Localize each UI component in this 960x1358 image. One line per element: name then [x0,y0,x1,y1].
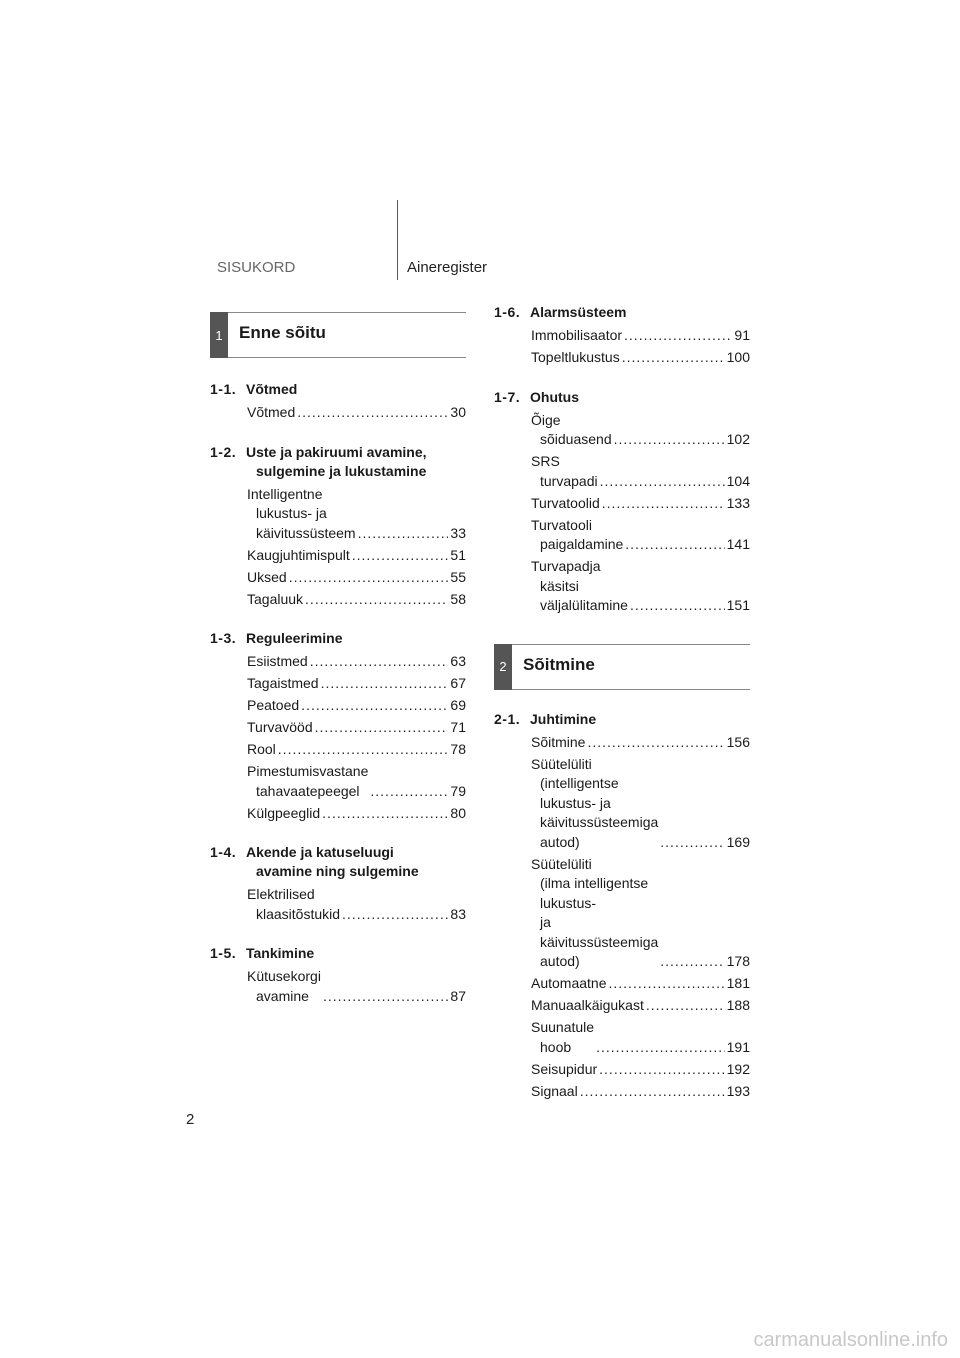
chapter-title: Enne sõitu [239,323,326,342]
toc-entry[interactable] [210,740,466,760]
section-title: Juhtimine [530,710,597,727]
toc-entry[interactable] [210,674,466,694]
dot-leader [580,1082,725,1102]
toc-entry[interactable] [210,762,466,801]
section-title: Uste ja pakiruumi avamine, sulgemine ja lukustamine [246,443,427,479]
entry-page-number: 156 [726,733,750,750]
dot-leader [609,974,725,994]
toc-entry[interactable] [494,516,750,555]
entry-label: Peatoed [247,697,300,713]
entry-page-number: 58 [450,590,466,607]
dot-leader [352,546,449,566]
dot-leader [600,472,725,492]
toc-entry[interactable] [494,974,750,994]
toc-section [494,388,750,616]
entry-page-number: 141 [726,536,750,552]
toc-entry[interactable] [494,557,750,616]
toc-section [210,380,466,423]
dot-leader [624,326,732,346]
dot-leader [596,1038,725,1058]
toc-entry[interactable] [494,855,750,972]
section-number: 1-4. [210,844,237,860]
entry-label: Kaugjuhtimispult [247,546,350,563]
entry-label: Sõitmine [531,733,586,750]
entry-label: Turvapadja käsitsi väljalülitamine [531,558,628,613]
section-heading[interactable] [494,388,750,407]
entry-label: Automaatne [531,975,607,991]
entry-label: Turvatooli paigaldamine [531,516,624,552]
section-heading[interactable] [210,944,466,963]
toc-entry[interactable] [494,733,750,753]
toc-entry[interactable] [494,1060,750,1080]
dot-leader [278,740,449,760]
toc-section [494,303,750,368]
entry-page-number: 78 [450,741,466,757]
section-number: 2-1. [494,710,521,727]
section-title: Võtmed [246,381,298,397]
entry-page-number: 169 [726,833,750,850]
chapter-number-badge: 1 [210,312,228,358]
dot-leader [297,403,448,423]
dot-leader [322,804,448,824]
dot-leader [342,905,448,925]
section-number: 1-2. [210,443,237,460]
dot-leader [622,348,725,368]
entry-page-number: 100 [726,349,750,365]
section-title: Alarmsüsteem [530,304,627,320]
entry-label: Signaal [531,1082,578,1099]
dot-leader [301,696,448,716]
toc-entry[interactable] [494,1018,750,1057]
dot-leader [315,718,449,738]
entry-page-number: 83 [450,905,466,922]
toc-entry[interactable] [494,452,750,491]
entry-page-number: 181 [726,975,750,991]
chapter-title: Sõitmine [523,654,595,674]
entry-page-number: 193 [726,1082,750,1099]
nav-divider [397,200,398,280]
dot-leader [305,590,448,610]
page-number: 2 [186,1111,195,1128]
toc-entry[interactable] [210,652,466,672]
toc-section [210,944,466,1006]
entry-page-number: 30 [450,404,466,420]
dot-leader [614,430,725,450]
entry-label: Külgpeeglid [247,804,321,821]
entry-page-number: 192 [726,1060,750,1077]
section-title: Tankimine [246,945,315,961]
entry-label: Võtmed [247,404,296,420]
toc-section [210,629,466,823]
entry-label: SRS turvapadi [531,453,598,489]
toc-entry[interactable] [494,348,750,368]
entry-page-number: 188 [726,997,750,1013]
dot-leader [310,652,449,672]
entry-page-number: 104 [726,472,750,489]
entry-label: Tagaluuk [247,590,304,607]
toc-section [210,443,466,610]
entry-label: Kütusekorgi avamine [247,968,321,1004]
section-heading[interactable] [494,303,750,322]
dot-leader [646,996,725,1016]
entry-page-number: 80 [450,804,466,821]
toc-entry[interactable] [210,696,466,716]
toc-entry[interactable] [210,568,466,588]
entry-label: Elektrilised klaasitõstukid [247,886,341,922]
section-heading[interactable] [210,443,466,481]
toc-entry[interactable] [494,996,750,1016]
entry-page-number: 133 [726,494,750,511]
toc-entry[interactable] [210,403,466,423]
entry-page-number: 191 [726,1038,750,1055]
section-heading[interactable] [210,843,466,881]
entry-label: Õige sõiduasend [531,411,612,447]
toc-entry[interactable] [494,411,750,450]
dot-leader [660,833,724,853]
entry-label: Uksed [247,568,287,585]
entry-page-number: 87 [450,987,466,1004]
toc-entry[interactable] [494,326,750,346]
section-title: Ohutus [530,388,579,405]
dot-leader [289,568,449,588]
entry-label: Turvavööd [247,719,313,735]
toc-column-right [494,303,750,1121]
entry-label: Süütelüliti (intelligentse lukustus- ja käivitussüsteemiga autod) [531,755,659,850]
entry-label: Seisupidur [531,1060,598,1077]
dot-leader [625,535,724,555]
section-number: 1-6. [494,304,521,320]
entry-label: Topeltlukustus [531,349,620,365]
chapter-number-badge: 2 [494,644,512,690]
dot-leader [660,952,724,972]
section-title: Akende ja katuseluugi avamine ning sulgemine [246,844,419,879]
entry-page-number: 178 [726,953,750,969]
entry-page-number: 91 [734,327,750,343]
entry-label: Pimestumisvastane tahavaatepeegel [247,763,369,799]
toc-entry[interactable] [494,494,750,514]
toc-entry[interactable] [210,485,466,544]
section-heading[interactable] [210,380,466,399]
entry-page-number: 71 [450,719,466,735]
footer-watermark: carmanualsonline.info [753,1329,948,1351]
dot-leader [602,494,725,514]
toc-section [494,710,750,1102]
dot-leader [599,1060,724,1080]
section-heading[interactable] [494,710,750,729]
dot-leader [323,987,448,1007]
entry-label: Intelligentne lukustus- ja käivitussüsteem [247,485,356,541]
dot-leader [587,733,724,753]
entry-label: Suunatule hoob [531,1019,595,1055]
toc-entry[interactable] [494,1082,750,1102]
entry-page-number: 151 [726,597,750,613]
entry-label: Esiistmed [247,653,308,669]
nav-contents-link[interactable]: SISUKORD [217,259,296,276]
entry-page-number: 69 [450,697,466,713]
toc-entry[interactable] [210,718,466,738]
section-number: 1-5. [210,945,237,961]
entry-page-number: 102 [726,431,750,447]
entry-label: Tagaistmed [247,675,319,691]
entry-page-number: 55 [450,568,466,585]
chapter-header [494,644,750,690]
entry-label: Immobilisaator [531,327,623,343]
entry-label: Süütelüliti (ilma intelligentse lukustus- ja käivitussüsteemiga autod) [531,855,659,969]
toc-entry[interactable] [494,755,750,853]
toc-entry[interactable] [210,804,466,824]
toc-section [210,843,466,924]
section-number: 1-7. [494,388,521,405]
entry-page-number: 67 [450,675,466,691]
entry-page-number: 33 [450,524,466,541]
entry-label: Turvatoolid [531,494,600,511]
toc-entry[interactable] [210,546,466,566]
section-number: 1-1. [210,381,237,397]
toc-entry[interactable] [210,885,466,924]
section-heading[interactable] [210,629,466,648]
chapter-header [210,312,466,358]
toc-entry[interactable] [210,967,466,1006]
entry-page-number: 51 [450,546,466,563]
dot-leader [370,782,448,802]
section-title: Reguleerimine [246,630,343,646]
toc-column-left [210,312,466,1026]
dot-leader [630,596,725,616]
entry-label: Manuaalkäigukast [531,997,644,1013]
entry-label: Rool [247,741,276,757]
dot-leader [321,674,449,694]
toc-entry[interactable] [210,590,466,610]
entry-page-number: 79 [450,782,466,799]
dot-leader [358,524,449,544]
section-number: 1-3. [210,630,237,646]
entry-page-number: 63 [450,653,466,669]
nav-index-link[interactable]: Aineregister [407,259,488,276]
